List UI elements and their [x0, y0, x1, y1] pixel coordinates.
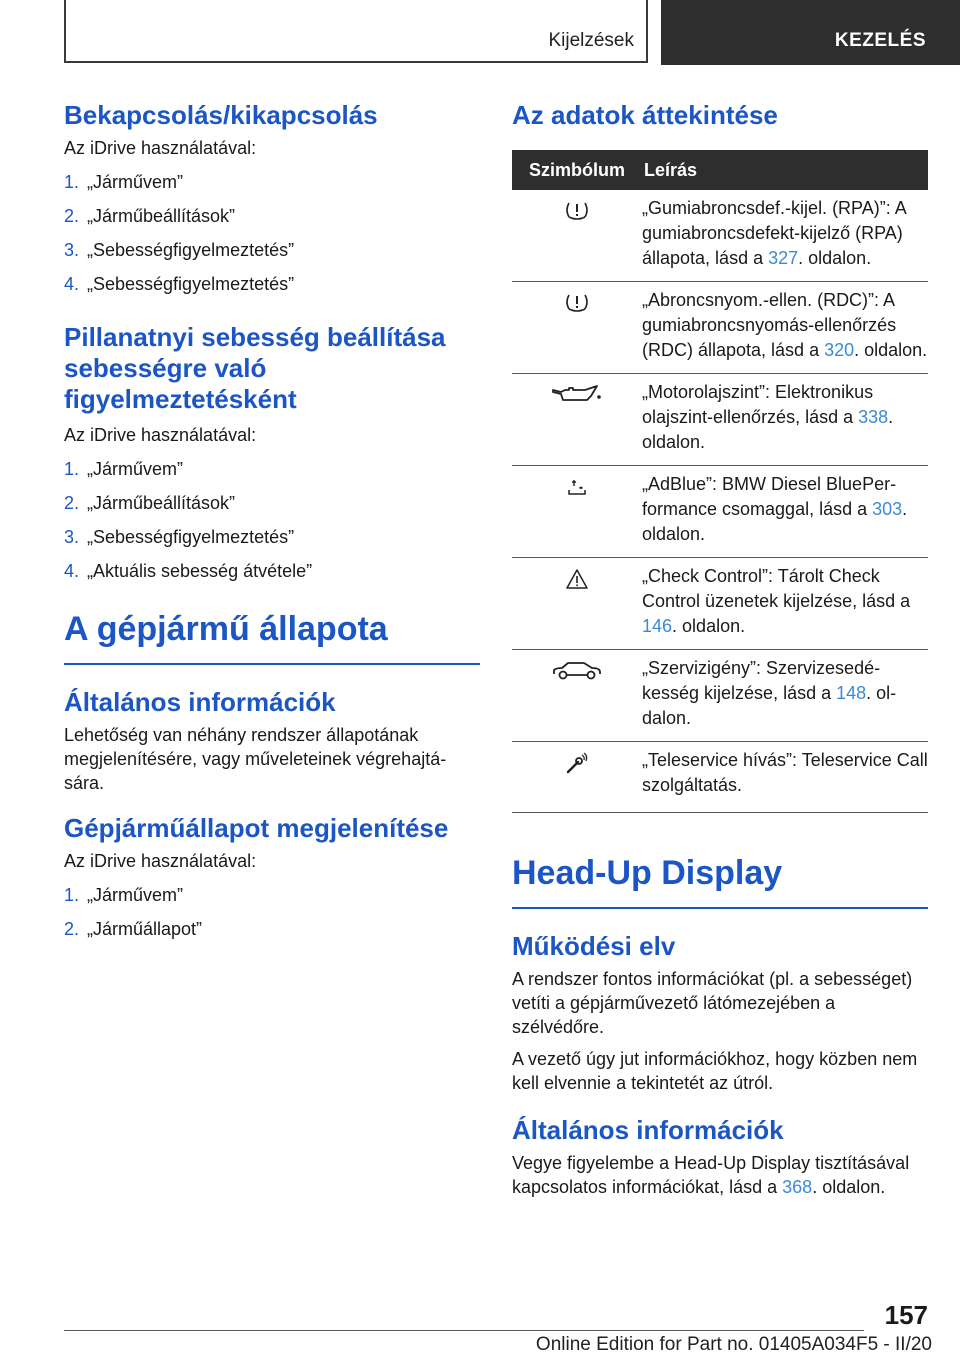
- symbol-table: [512, 150, 928, 813]
- section-paragraph: A rendszer fontos információkat (pl. a sebességet) vetíti a gépjárművezető látómezejében a szélvédőre.: [512, 969, 913, 1037]
- row-description: [642, 748, 928, 798]
- section-title-data-overview: Az adatok áttekintése: [512, 100, 778, 130]
- footer-divider: [64, 1330, 864, 1331]
- table-row: [512, 282, 928, 374]
- page-link[interactable]: 368: [782, 1177, 813, 1197]
- step-list: [64, 457, 480, 593]
- list-item: [64, 883, 480, 917]
- list-item: [64, 559, 480, 593]
- step-text: „Járműbeállítások”: [87, 493, 236, 513]
- section-title-status-display: Gépjárműállapot megjelenítése: [64, 813, 449, 843]
- step-number: 3.: [64, 527, 80, 547]
- table-row: [512, 190, 928, 282]
- step-number: 2.: [64, 919, 80, 939]
- header-chapter-title: KEZELÉS: [834, 30, 926, 51]
- section-intro: Az iDrive használatával:: [64, 851, 257, 871]
- paragraph-text: Vegye figyelembe a Head-Up Display tisztításával kapcsolatos információkat, lásd a: [512, 1153, 910, 1197]
- step-text: „Sebességfigyelmeztetés”: [87, 274, 295, 294]
- description-text: . oldalon.: [798, 248, 872, 268]
- description-text: . oldalon.: [642, 499, 908, 544]
- list-item: [64, 272, 480, 306]
- page-link[interactable]: 148: [836, 683, 867, 703]
- row-description: [642, 288, 928, 363]
- step-number: 3.: [64, 240, 80, 260]
- chapter-title-vehicle-status: A gépjármű állapota: [64, 609, 480, 665]
- section-paragraph: [512, 1151, 928, 1199]
- table-row: [512, 742, 928, 813]
- description-text: „Szervizigény”: Szervizesedékesség kijelzése, lásd a: [642, 658, 881, 703]
- step-number: 1.: [64, 172, 80, 192]
- description-text: „Teleservice hívás”: Teleservice Call szolgáltatás.: [642, 750, 928, 795]
- row-description: [642, 472, 928, 547]
- list-item: [64, 525, 480, 559]
- row-description: [642, 656, 928, 731]
- table-header-symbol: Szimbólum: [528, 159, 625, 180]
- step-text: „Aktuális sebesség átvétele”: [87, 561, 313, 581]
- step-number: 2.: [64, 493, 80, 513]
- row-description: [642, 196, 928, 271]
- table-row: [512, 650, 928, 742]
- section-title-general-info: Általános információk: [64, 687, 336, 717]
- section-paragraph: A vezető úgy jut információkhoz, hogy közben nem kell elvennie a tekintetét az útról.: [512, 1049, 918, 1093]
- page-link[interactable]: 146: [642, 616, 673, 636]
- tire-pressure-warning-icon: [563, 200, 591, 222]
- chapter-title-head-up-display: Head-Up Display: [512, 853, 928, 909]
- list-item: [64, 917, 480, 951]
- table-row: [512, 466, 928, 558]
- list-item: [64, 491, 480, 525]
- section-paragraph: Lehetőség van néhány rendszer állapotának megjelenítésére, vagy műveleteinek végrehajtására.: [64, 725, 447, 793]
- page-link[interactable]: 303: [872, 499, 903, 519]
- section-title-principle: Működési elv: [512, 931, 676, 961]
- list-item: [64, 170, 480, 204]
- page-link[interactable]: 320: [824, 340, 855, 360]
- step-number: 1.: [64, 459, 80, 479]
- table-header: [512, 150, 928, 190]
- step-text: „Járműállapot”: [87, 919, 203, 939]
- step-list: [64, 170, 480, 306]
- page-link[interactable]: 338: [858, 407, 889, 427]
- section-title-on-off: Bekapcsolás/kikapcsolás: [64, 100, 378, 130]
- list-item: [64, 204, 480, 238]
- header-section-title: Kijelzések: [548, 30, 634, 51]
- description-text: „AdBlue”: BMW Diesel BluePerformance csomaggal, lásd a: [642, 474, 897, 519]
- tire-pressure-monitor-icon: [563, 292, 591, 314]
- step-text: „Járművem”: [87, 172, 184, 192]
- step-text: „Sebességfigyelmeztetés”: [87, 527, 295, 547]
- car-service-icon: [550, 660, 604, 682]
- step-list: [64, 883, 480, 951]
- section-intro: Az iDrive használatával:: [64, 138, 257, 158]
- footer-edition: Online Edition for Part no. 01405A034F5 - II/20: [535, 1334, 932, 1355]
- step-number: 4.: [64, 561, 80, 581]
- step-number: 1.: [64, 885, 80, 905]
- description-text: . oldalon.: [854, 340, 928, 360]
- step-text: „Járműbeállítások”: [87, 206, 236, 226]
- left-column: [64, 100, 480, 967]
- list-item: [64, 238, 480, 272]
- header-section-tab: [64, 0, 648, 63]
- step-text: „Járművem”: [87, 459, 184, 479]
- page-number: 157: [884, 1300, 928, 1330]
- section-title-general-info: Általános információk: [512, 1115, 784, 1145]
- row-description: [642, 564, 928, 639]
- step-number: 2.: [64, 206, 80, 226]
- page-link[interactable]: 327: [768, 248, 799, 268]
- wrench-signal-icon: [564, 752, 590, 774]
- description-text: „Motorolajszint”: Elektronikus olajszint-ellenőrzés, lásd a: [642, 382, 874, 427]
- description-text: „Abroncsnyom.-ellen. (RDC)”: A gumiabroncsnyomás-ellenőrzés (RDC) állapota, lásd a: [642, 290, 897, 360]
- oil-can-icon: [551, 384, 603, 406]
- header-chapter-tab: [661, 0, 960, 65]
- row-description: [642, 380, 928, 455]
- table-header-description: Leírás: [644, 159, 698, 180]
- right-column: [512, 100, 928, 1209]
- description-text: . oldalon.: [642, 683, 897, 728]
- paragraph-text: . oldalon.: [812, 1177, 886, 1197]
- section-intro: Az iDrive használatával:: [64, 425, 257, 445]
- description-text: . oldalon.: [642, 407, 894, 452]
- description-text: „Gumiabroncsdef.-kijel. (RPA)”: A gumiabroncsdefekt-kijelző (RPA) állapota, lásd a: [642, 198, 906, 268]
- table-row: [512, 558, 928, 650]
- step-text: „Sebességfigyelmeztetés”: [87, 240, 295, 260]
- description-text: „Check Control”: Tárolt Check Control üzenetek kijelzése, lásd a: [642, 566, 911, 611]
- step-number: 4.: [64, 274, 80, 294]
- list-item: [64, 457, 480, 491]
- adblue-tank-icon: [565, 476, 589, 498]
- table-row: [512, 374, 928, 466]
- section-title-current-speed: Pillanatnyi sebesség beállítása sebességre való figyelmeztetésként: [64, 322, 446, 414]
- warning-triangle-icon: [565, 568, 589, 590]
- description-text: . oldalon.: [672, 616, 746, 636]
- step-text: „Járművem”: [87, 885, 184, 905]
